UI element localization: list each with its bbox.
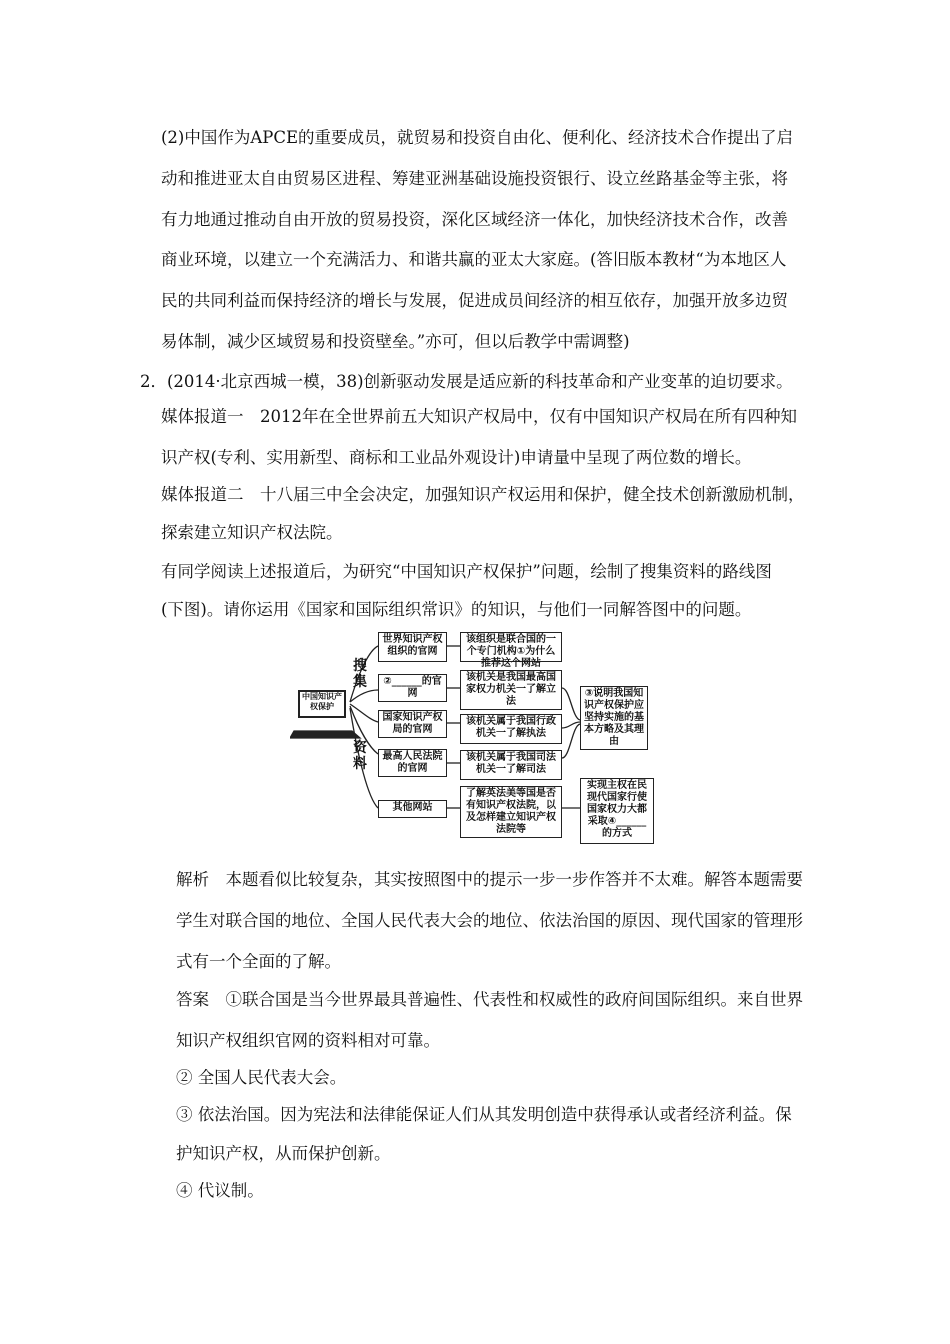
- text-line: 媒体报道二 十八届三中全会决定，加强知识产权运用和保护，健全技术创新激励机制，: [161, 485, 805, 504]
- laptop-screen: 中国知识产权保护: [298, 690, 346, 718]
- text-line: ④ 代议制。: [176, 1181, 264, 1200]
- text-line: 识产权(专利、实用新型、商标和工业品外观设计)申请量中呈现了两位数的增长。: [161, 448, 752, 467]
- text-line: (2)中国作为APCE的重要成员，就贸易和投资自由化、便利化、经济技术合作提出了启: [161, 128, 794, 147]
- box-representative-system: 实现主权在民现代国家行使国家权力大都采取④______的方式: [580, 778, 654, 844]
- text-line: 动和推进亚太自由贸易区进程、筹建亚洲基础设施投资银行、设立丝路基金等主张，将: [161, 169, 788, 188]
- box-execution: 该机关属于我国行政机关一了解执法: [460, 714, 562, 744]
- text-line: 式有一个全面的了解。: [176, 952, 341, 971]
- text-line: 探索建立知识产权法院。: [161, 523, 343, 542]
- box-court-site: 最高人民法院的官网: [378, 749, 447, 777]
- text-line: 护知识产权，从而保护创新。: [176, 1144, 391, 1163]
- label-collect: 搜集: [353, 658, 367, 690]
- box-wipo-site: 世界知识产权组织的官网: [378, 632, 447, 662]
- text-line: 民的共同利益而保持经济的增长与发展，促进成员间经济的相互依存，加强开放多边贸: [161, 291, 788, 310]
- research-route-diagram: [290, 628, 670, 848]
- question-header: 2．(2014·北京西城一模，38)创新驱动发展是适应新的科技革命和产业变革的迫切要求。: [140, 372, 793, 391]
- text-line: 答案 ①联合国是当今世界最具普遍性、代表性和权威性的政府间国际组织。来自世界: [176, 990, 803, 1009]
- text-line: ② 全国人民代表大会。: [176, 1068, 347, 1087]
- text-line: 学生对联合国的地位、全国人民代表大会的地位、依法治国的原因、现代国家的管理形: [176, 911, 803, 930]
- box-npc-site: ②______的官网: [378, 674, 447, 702]
- box-other-sites: 其他网站: [378, 800, 447, 818]
- box-sipo-site: 国家知识产权局的官网: [378, 710, 447, 738]
- text-line: 有力地通过推动自由开放的贸易投资，深化区域经济一体化，加快经济技术合作，改善: [161, 210, 788, 229]
- text-line: ③ 依法治国。因为宪法和法律能保证人们从其发明创造中获得承认或者经济利益。保: [176, 1105, 792, 1124]
- label-materials: 资料: [353, 740, 367, 772]
- box-judiciary: 该机关属于我国司法机关一了解司法: [460, 750, 562, 780]
- box-legislation: 该机关是我国最高国家权力机关一了解立法: [460, 670, 562, 710]
- text-line: 解析 本题看似比较复杂，其实按照图中的提示一步一步作答并不太难。解答本题需要: [176, 870, 803, 889]
- text-line: (下图)。请你运用《国家和国际组织常识》的知识，与他们一同解答图中的问题。: [161, 600, 752, 619]
- text-line: 易体制，减少区域贸易和投资壁垒。”亦可，但以后教学中需调整): [161, 332, 630, 351]
- box-un-agency: 该组织是联合国的一个专门机构①为什么推荐这个网站: [460, 632, 562, 662]
- box-foreign-courts: 了解英法美等国是否有知识产权法院，以及怎样建立知识产权法院等: [460, 786, 562, 838]
- text-line: 知识产权组织官网的资料相对可靠。: [176, 1031, 440, 1050]
- box-rule-of-law: ③说明我国知识产权保护应坚持实施的基本方略及其理由: [580, 686, 648, 750]
- text-line: 有同学阅读上述报道后，为研究“中国知识产权保护”问题，绘制了搜集资料的路线图: [161, 562, 772, 581]
- text-line: 商业环境，以建立一个充满活力、和谐共赢的亚太大家庭。(答旧版本教材“为本地区人: [161, 250, 787, 269]
- text-line: 媒体报道一 2012年在全世界前五大知识产权局中，仅有中国知识产权局在所有四种知: [161, 407, 797, 426]
